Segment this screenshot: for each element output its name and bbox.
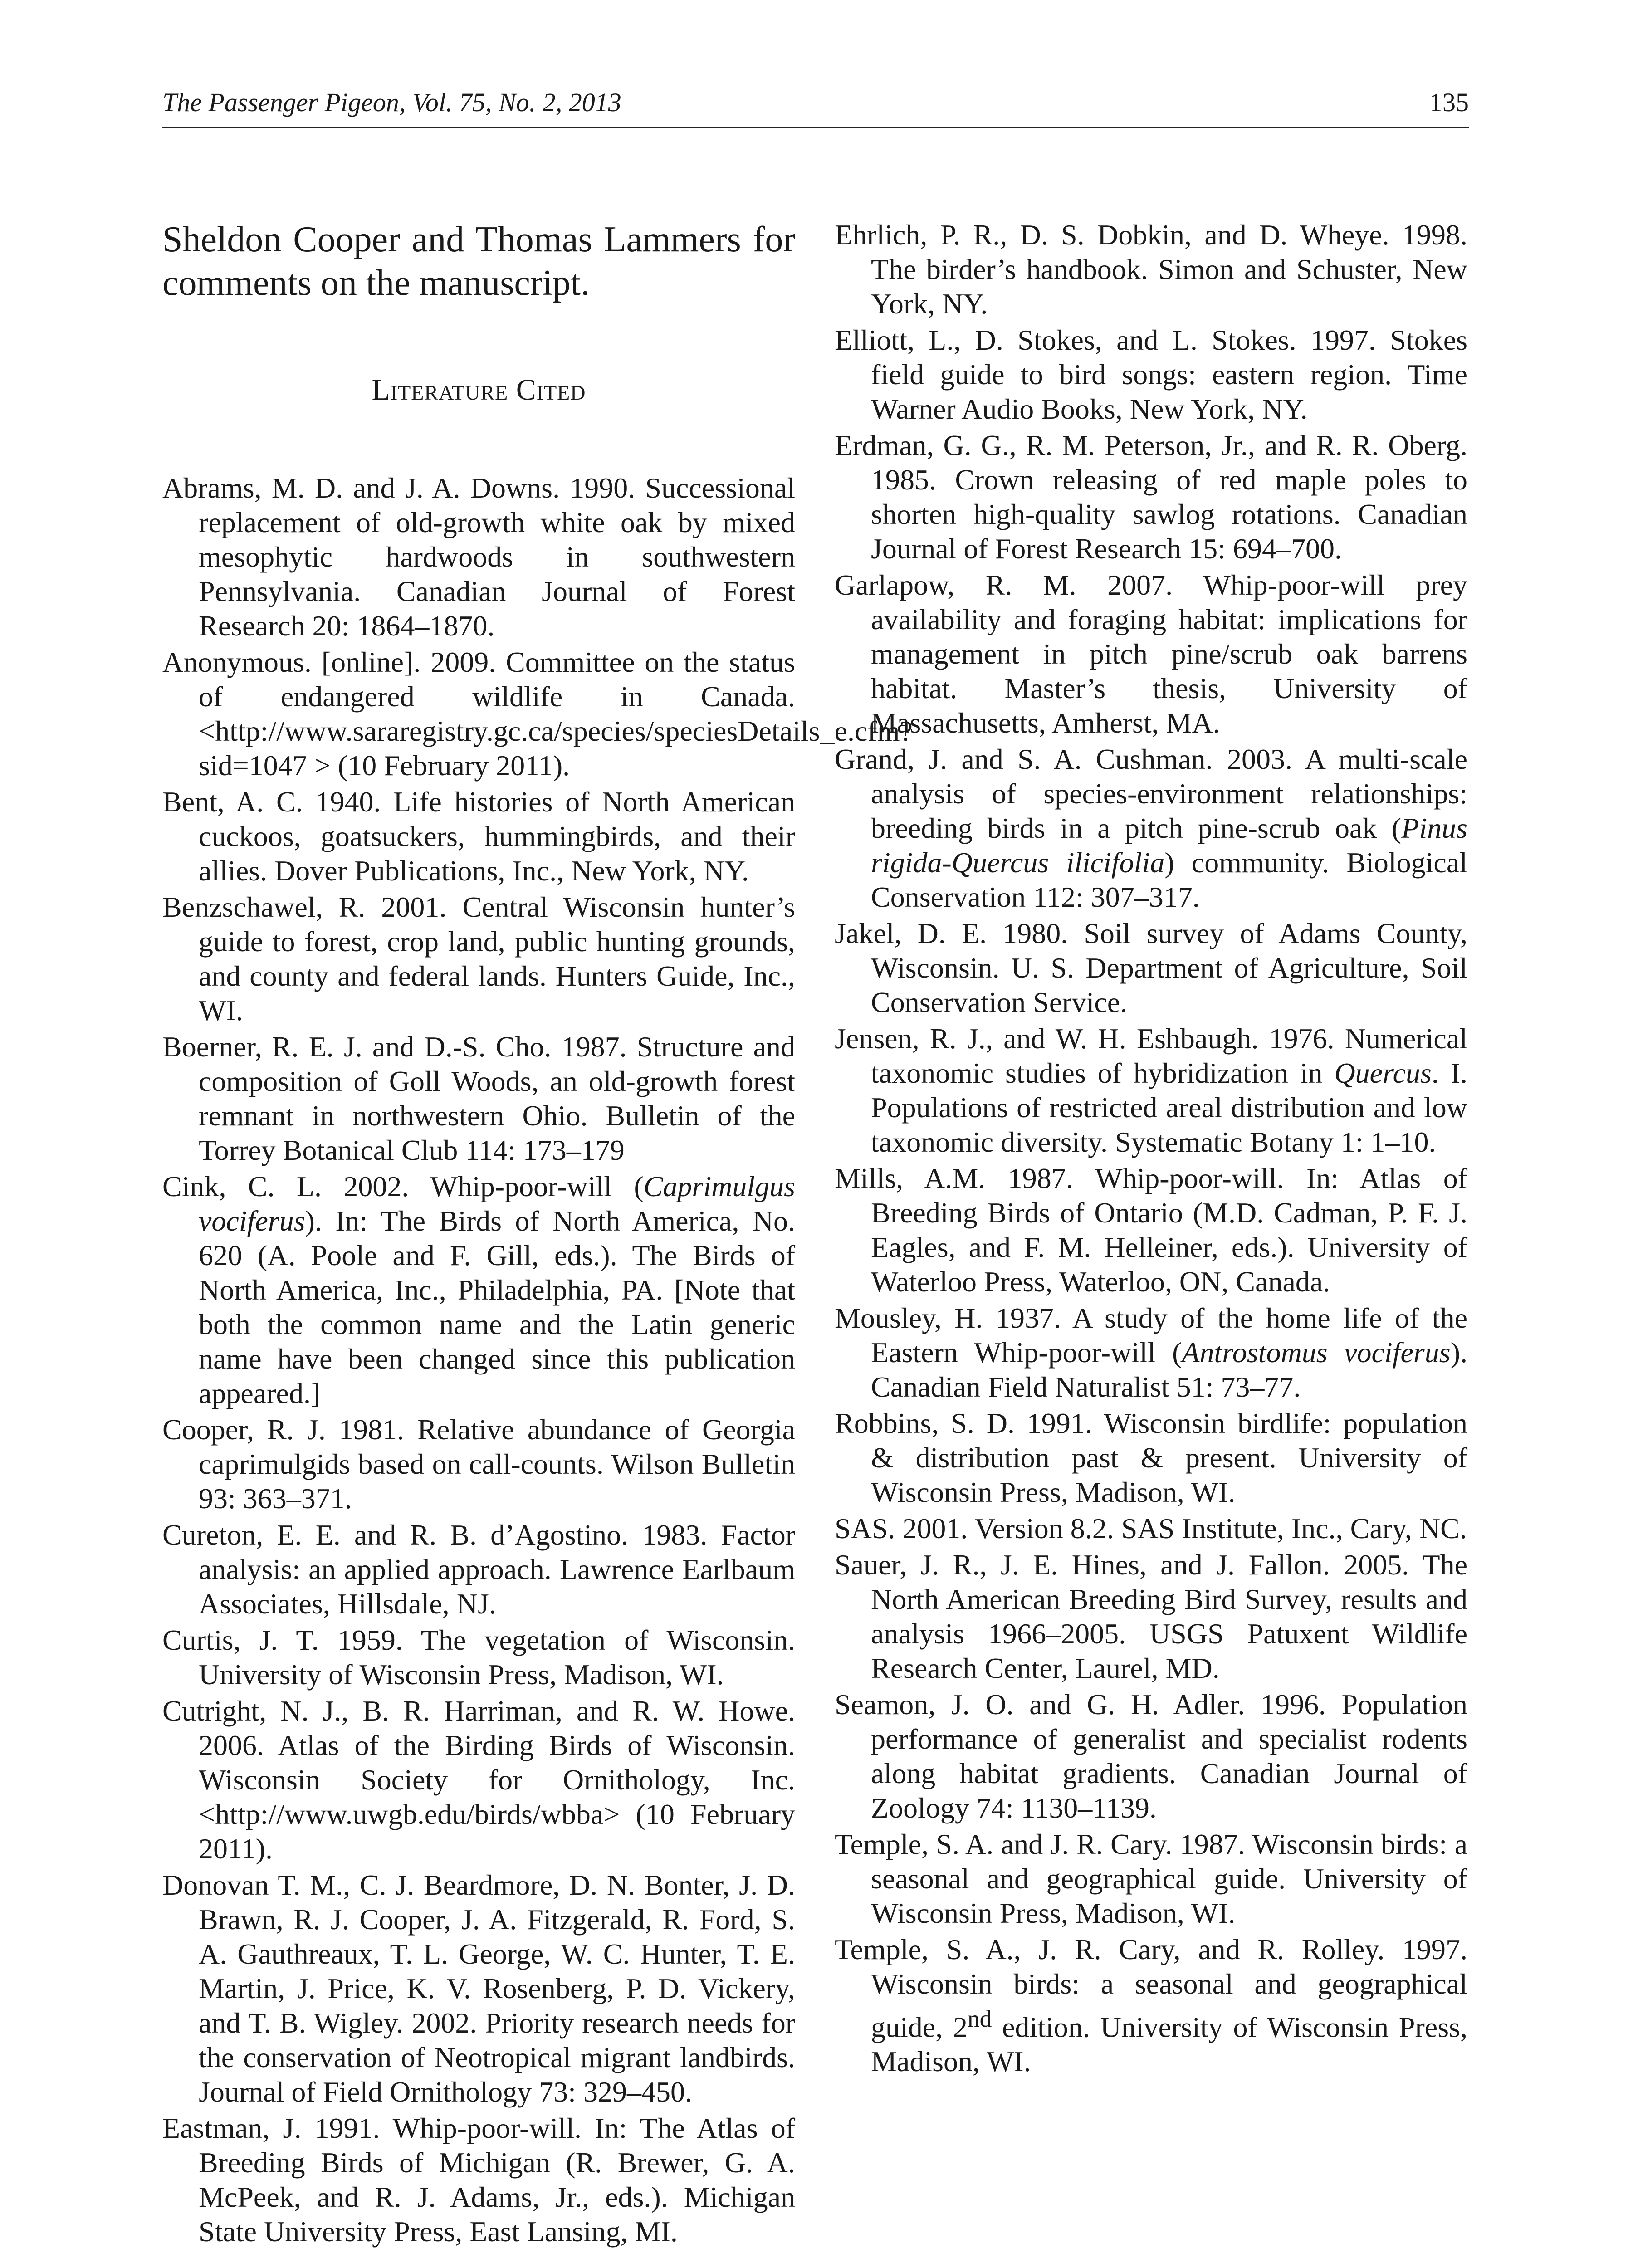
reference-entry (162, 785, 795, 888)
reference-entry (162, 1518, 795, 1621)
reference-text: Eastman, J. 1991. Whip-poor-will. In: The Atlas of Breeding Birds of Michigan (R. Brewer, G. A. McPeek, and R. J. Adams, Jr., eds.). Michigan State University Press, East Lansing, MI. (162, 2112, 795, 2248)
reference-text: Cooper, R. J. 1981. Relative abundance of Georgia caprimulgids based on call-counts. Wilson Bulletin 93: 363–371. (162, 1413, 795, 1515)
reference-entry (162, 1413, 795, 1516)
reference-entry (835, 916, 1467, 1020)
reference-text: Elliott, L., D. Stokes, and L. Stokes. 1997. Stokes field guide to bird songs: eastern region. Time Warner Audio Books, New York, NY. (835, 324, 1467, 425)
reference-entry (835, 742, 1467, 914)
reference-list-left (162, 471, 913, 2249)
reference-text: Temple, S. A., J. R. Cary, and R. Rolley. 1997. Wisconsin birds: a seasonal and geographical guide, 2 (835, 1933, 1467, 2043)
reference-text: Anonymous. [online]. 2009. Committee on the status of endangered wildlife in Canada. <http://www.sararegistry.gc.ca/species/speciesDetails_e.cfm?sid=1047 > (10 February 2011). (162, 646, 913, 782)
reference-entry (162, 1169, 795, 1411)
reference-text: Garlapow, R. M. 2007. Whip-poor-will prey availability and foraging habitat: implications for management in pitch pine/scrub oak barrens habitat. Master’s thesis, University of Massachusetts, Amherst, MA. (835, 569, 1467, 739)
reference-text: Temple, S. A. and J. R. Cary. 1987. Wisconsin birds: a seasonal and geographical guide. University of Wisconsin Press, Madison, WI. (835, 1828, 1467, 1929)
reference-text: Seamon, J. O. and G. H. Adler. 1996. Population performance of generalist and specialist rodents along habitat gradients. Canadian Journal of Zoology 74: 1130–1139. (835, 1688, 1467, 1824)
reference-entry (162, 1694, 795, 1866)
page-number: 135 (1429, 88, 1469, 117)
reference-entry (835, 428, 1467, 566)
reference-text: Robbins, S. D. 1991. Wisconsin birdlife: population & distribution past & present. University of Wisconsin Press, Madison, WI. (835, 1407, 1467, 1508)
right-column (835, 218, 1467, 2081)
reference-text: Bent, A. C. 1940. Life histories of North American cuckoos, goatsuckers, hummingbirds, and their allies. Dover Publications, Inc., New York, NY. (162, 786, 795, 887)
reference-entry (835, 1687, 1467, 1825)
reference-text: Benzschawel, R. 2001. Central Wisconsin hunter’s guide to forest, crop land, public hunting grounds, and county and federal lands. Hunters Guide, Inc., WI. (162, 891, 795, 1026)
reference-text: Abrams, M. D. and J. A. Downs. 1990. Successional replacement of old-growth white oak by mixed mesophytic hardwoods in southwestern Pennsylvania. Canadian Journal of Forest Research 20: 1864–1870. (162, 472, 795, 642)
left-column (162, 218, 913, 2251)
reference-entry (835, 1022, 1467, 1159)
reference-text: SAS. 2001. Version 8.2. SAS Institute, Inc., Cary, NC. (835, 1512, 1467, 1545)
reference-text: Cutright, N. J., B. R. Harriman, and R. W. Howe. 2006. Atlas of the Birding Birds of Wisconsin. Wisconsin Society for Ornithology, Inc. <http://www.uwgb.edu/birds/wbba> (10 February 2011). (162, 1695, 795, 1865)
reference-text: Mousley, H. 1937. A study of the home life of the Eastern Whip-poor-will ( (835, 1302, 1467, 1369)
reference-entry (835, 1511, 1467, 1546)
reference-entry (162, 2111, 795, 2249)
reference-text: Jensen, R. J., and W. H. Eshbaugh. 1976. Numerical taxonomic studies of hybridization in (835, 1022, 1467, 1089)
reference-text: . I. Populations of restricted areal distribution and low taxonomic diversity. Systematic Botany 1: 1–10. (871, 1057, 1468, 1158)
reference-text: Ehrlich, P. R., D. S. Dobkin, and D. Wheye. 1998. The birder’s handbook. Simon and Schuster, New York, NY. (835, 219, 1467, 320)
reference-text: Cureton, E. E. and R. B. d’Agostino. 1983. Factor analysis: an applied approach. Lawrence Earlbaum Associates, Hillsdale, NJ. (162, 1519, 795, 1620)
reference-entry (835, 1161, 1467, 1299)
reference-text: Jakel, D. E. 1980. Soil survey of Adams County, Wisconsin. U. S. Department of Agriculture, Soil Conservation Service. (835, 917, 1467, 1018)
reference-text: Mills, A.M. 1987. Whip-poor-will. In: Atlas of Breeding Birds of Ontario (M.D. Cadman, P. F. J. Eagles, and F. M. Helleiner, eds.). University of Waterloo Press, Waterloo, ON, Canada. (835, 1162, 1467, 1298)
reference-entry (835, 1406, 1467, 1510)
reference-text: Curtis, J. T. 1959. The vegetation of Wisconsin. University of Wisconsin Press, Madison, WI. (162, 1624, 795, 1691)
reference-text: Boerner, R. E. J. and D.-S. Cho. 1987. Structure and composition of Goll Woods, an old-growth forest remnant in northwestern Ohio. Bulletin of the Torrey Botanical Club 114: 173–179 (162, 1031, 795, 1166)
reference-italic: Caprimulgus vociferus (199, 1170, 795, 1237)
reference-entry (162, 471, 795, 643)
reference-text: Donovan T. M., C. J. Beardmore, D. N. Bonter, J. D. Brawn, R. J. Cooper, J. A. Fitzgerald, R. Ford, S. A. Gauthreaux, T. L. George, W. C. Hunter, T. E. Martin, J. Price, K. V. Rosenberg, P. D. Vickery, and T. B. Wigley. 2002. Priority research needs for the conservation of Neotropical migrant landbirds. Journal of Field Ornithology 73: 329–450. (162, 1869, 795, 2108)
reference-superscript: nd (967, 2005, 992, 2032)
reference-entry (162, 1623, 795, 1692)
reference-italic: Antrostomus vociferus (1182, 1336, 1451, 1369)
reference-entry (835, 218, 1467, 321)
reference-entry (162, 1030, 795, 1168)
reference-text: ). Canadian Field Naturalist 51: 73–77. (871, 1336, 1467, 1403)
reference-italic: Pinus rigida-Quercus ilicifolia (871, 812, 1467, 879)
reference-entry (835, 1932, 1467, 2079)
reference-list-right (835, 218, 1467, 2079)
running-header (162, 86, 1469, 128)
reference-entry (835, 323, 1467, 426)
reference-entry (162, 645, 913, 783)
reference-text: ) community. Biological Conservation 112: 307–317. (871, 846, 1467, 913)
reference-text: edition. University of Wisconsin Press, Madison, WI. (871, 2011, 1468, 2078)
acknowledgment-text: Sheldon Cooper and Thomas Lammers for comments on the manuscript. (162, 220, 795, 303)
reference-text: Sauer, J. R., J. E. Hines, and J. Fallon. 2005. The North American Breeding Bird Survey, results and analysis 1966–2005. USGS Patuxent Wildlife Research Center, Laurel, MD. (835, 1549, 1467, 1684)
section-heading: Literature Cited (372, 373, 586, 406)
reference-entry (162, 1868, 795, 2109)
reference-entry (835, 568, 1467, 740)
reference-entry (835, 1548, 1467, 1686)
reference-entry (835, 1827, 1467, 1931)
reference-italic: Quercus (1334, 1057, 1432, 1089)
reference-text: ). In: The Birds of North America, No. 620 (A. Poole and F. Gill, eds.). The Birds of North America, Inc., Philadelphia, PA. [Note that both the common name and the Latin generic name have been changed since this publication appeared.] (199, 1205, 795, 1409)
reference-text: Erdman, G. G., R. M. Peterson, Jr., and R. R. Oberg. 1985. Crown releasing of red maple poles to shorten high-quality sawlog rotations. Canadian Journal of Forest Research 15: 694–700. (835, 429, 1467, 565)
reference-entry (835, 1301, 1467, 1404)
reference-entry (162, 890, 795, 1028)
reference-text: Cink, C. L. 2002. Whip-poor-will ( (162, 1170, 644, 1202)
running-title: The Passenger Pigeon, Vol. 75, No. 2, 2013 (162, 88, 621, 117)
reference-text: Grand, J. and S. A. Cushman. 2003. A multi-scale analysis of species-environment relationships: breeding birds in a pitch pine-scrub oak ( (835, 743, 1467, 844)
